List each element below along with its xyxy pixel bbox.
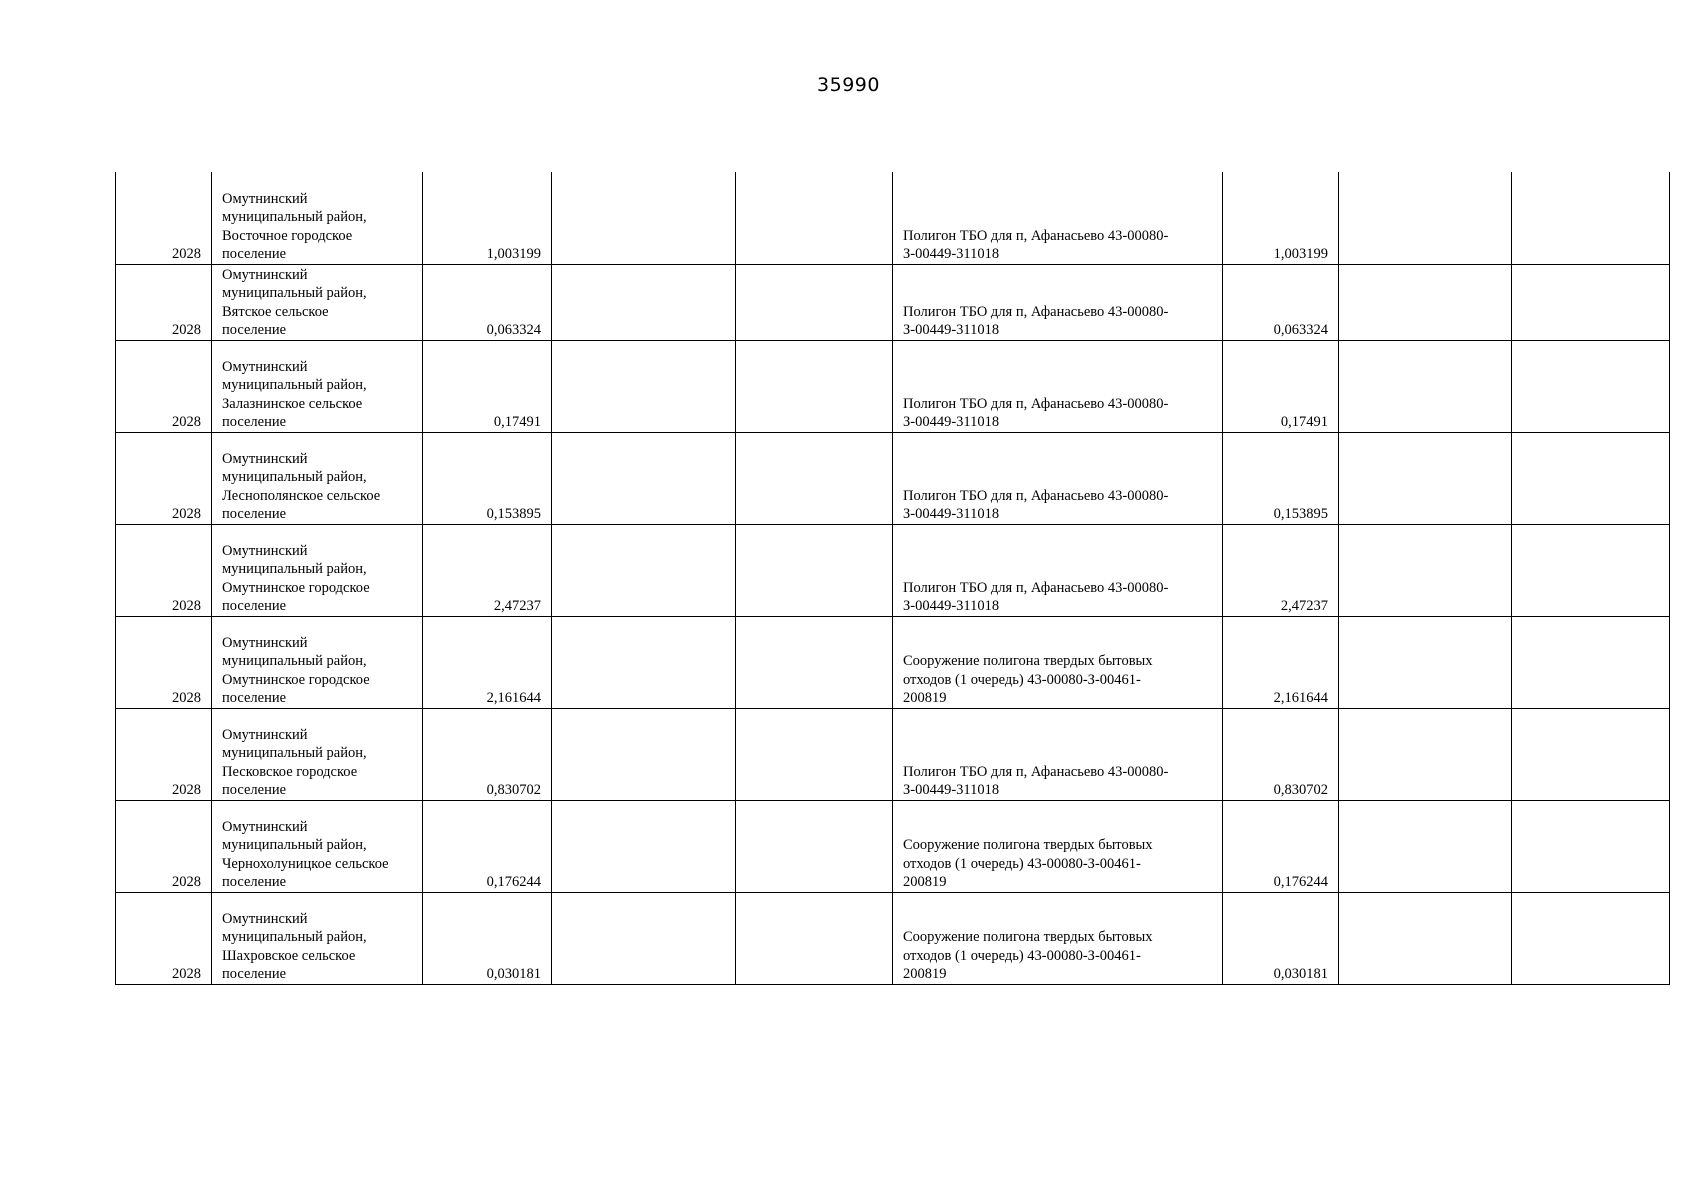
year-text: 2028 [172,414,201,430]
year-cell [116,340,212,432]
facility-cell [893,616,1223,708]
year-text: 2028 [172,690,201,706]
empty-cell-9 [1512,264,1670,340]
empty-cell-5 [736,432,893,524]
municipality-text: Омутнинский муниципальный район, Чернохолуницкое сельское поселение [222,818,389,890]
municipality-cell [212,616,423,708]
empty-cell-8 [1339,800,1512,892]
volume-text: 0,030181 [486,966,541,982]
facility-cell [893,432,1223,524]
volume-text: 0,830702 [486,782,541,798]
volume-text: 2,47237 [493,598,541,614]
year-cell [116,800,212,892]
empty-cell-5 [736,800,893,892]
table-body [116,172,1670,984]
facility-text: Полигон ТБО для п, Афанасьево 43-00080- З-00449-311018 [903,227,1169,262]
volume2-text: 2,161644 [1273,690,1328,706]
year-cell [116,524,212,616]
empty-cell-5 [736,340,893,432]
table-row [116,708,1670,800]
empty-cell-5 [736,172,893,264]
facility-cell [893,524,1223,616]
year-text: 2028 [172,966,201,982]
empty-cell-9 [1512,432,1670,524]
facility-cell [893,340,1223,432]
volume-cell [423,800,552,892]
empty-cell-8 [1339,264,1512,340]
facility-volume-cell [1223,172,1339,264]
empty-cell-4 [552,524,736,616]
volume-text: 2,161644 [486,690,541,706]
volume-cell [423,708,552,800]
empty-cell-9 [1512,524,1670,616]
empty-cell-5 [736,264,893,340]
year-text: 2028 [172,874,201,890]
year-cell [116,172,212,264]
municipality-cell [212,524,423,616]
facility-volume-cell [1223,616,1339,708]
facility-volume-cell [1223,432,1339,524]
table-row [116,524,1670,616]
volume-text: 1,003199 [486,246,541,262]
year-cell [116,616,212,708]
empty-cell-8 [1339,340,1512,432]
year-text: 2028 [172,598,201,614]
volume2-text: 0,153895 [1273,506,1328,522]
municipality-cell [212,708,423,800]
facility-volume-cell [1223,800,1339,892]
empty-cell-9 [1512,172,1670,264]
year-cell [116,892,212,984]
volume-cell [423,340,552,432]
empty-cell-4 [552,892,736,984]
empty-cell-5 [736,524,893,616]
municipality-cell [212,892,423,984]
empty-cell-4 [552,432,736,524]
volume2-text: 2,47237 [1280,598,1328,614]
facility-text: Полигон ТБО для п, Афанасьево 43-00080- З-00449-311018 [903,303,1169,338]
table-row [116,172,1670,264]
volume-cell [423,264,552,340]
municipality-cell [212,172,423,264]
year-text: 2028 [172,246,201,262]
municipality-text: Омутнинский муниципальный район, Восточное городское поселение [222,190,367,262]
table-row [116,616,1670,708]
facility-volume-cell [1223,524,1339,616]
facility-cell [893,172,1223,264]
volume2-text: 1,003199 [1273,246,1328,262]
empty-cell-4 [552,172,736,264]
facility-cell [893,892,1223,984]
volume-cell [423,172,552,264]
volume-text: 0,063324 [486,322,541,338]
empty-cell-8 [1339,892,1512,984]
volume-text: 0,176244 [486,874,541,890]
facility-text: Сооружение полигона твердых бытовых отходов (1 очередь) 43-00080-З-00461- 200819 [903,929,1153,982]
year-cell [116,432,212,524]
empty-cell-4 [552,264,736,340]
year-text: 2028 [172,322,201,338]
table-row [116,432,1670,524]
volume2-text: 0,176244 [1273,874,1328,890]
volume2-text: 0,030181 [1273,966,1328,982]
municipality-text: Омутнинский муниципальный район, Шахровское сельское поселение [222,910,367,982]
volume-text: 0,153895 [486,506,541,522]
municipality-text: Омутнинский муниципальный район, Вятское сельское поселение [222,266,367,338]
municipality-cell [212,340,423,432]
year-cell [116,264,212,340]
page-number: 35990 [817,74,880,96]
volume-cell [423,432,552,524]
facility-text: Сооружение полигона твердых бытовых отходов (1 очередь) 43-00080-З-00461- 200819 [903,837,1153,890]
municipality-cell [212,432,423,524]
municipality-cell [212,264,423,340]
volume-cell [423,524,552,616]
facility-cell [893,708,1223,800]
volume2-text: 0,17491 [1280,414,1328,430]
empty-cell-4 [552,340,736,432]
volume-text: 0,17491 [493,414,541,430]
volume2-text: 0,063324 [1273,322,1328,338]
municipality-text: Омутнинский муниципальный район, Песковское городское поселение [222,726,367,798]
municipality-cell [212,800,423,892]
volume-cell [423,892,552,984]
empty-cell-9 [1512,800,1670,892]
data-table [115,172,1670,985]
empty-cell-9 [1512,892,1670,984]
empty-cell-5 [736,616,893,708]
volume2-text: 0,830702 [1273,782,1328,798]
facility-text: Сооружение полигона твердых бытовых отходов (1 очередь) 43-00080-З-00461- 200819 [903,653,1153,706]
year-text: 2028 [172,782,201,798]
municipality-text: Омутнинский муниципальный район, Омутнинское городское поселение [222,634,370,706]
facility-volume-cell [1223,340,1339,432]
facility-text: Полигон ТБО для п, Афанасьево 43-00080- З-00449-311018 [903,763,1169,798]
empty-cell-9 [1512,616,1670,708]
facility-text: Полигон ТБО для п, Афанасьево 43-00080- З-00449-311018 [903,487,1169,522]
facility-text: Полигон ТБО для п, Афанасьево 43-00080- З-00449-311018 [903,395,1169,430]
table-row [116,800,1670,892]
facility-text: Полигон ТБО для п, Афанасьево 43-00080- З-00449-311018 [903,579,1169,614]
empty-cell-9 [1512,708,1670,800]
facility-volume-cell [1223,708,1339,800]
empty-cell-8 [1339,172,1512,264]
municipality-text: Омутнинский муниципальный район, Омутнинское городское поселение [222,542,370,614]
facility-cell [893,264,1223,340]
empty-cell-9 [1512,340,1670,432]
table-row [116,892,1670,984]
municipality-text: Омутнинский муниципальный район, Леснополянское сельское поселение [222,450,381,522]
empty-cell-4 [552,708,736,800]
empty-cell-8 [1339,524,1512,616]
facility-volume-cell [1223,264,1339,340]
municipality-text: Омутнинский муниципальный район, Залазнинское сельское поселение [222,358,367,430]
empty-cell-4 [552,800,736,892]
facility-cell [893,800,1223,892]
empty-cell-8 [1339,708,1512,800]
empty-cell-5 [736,892,893,984]
empty-cell-5 [736,708,893,800]
table-row [116,264,1670,340]
year-cell [116,708,212,800]
empty-cell-8 [1339,616,1512,708]
empty-cell-4 [552,616,736,708]
table-row [116,340,1670,432]
year-text: 2028 [172,506,201,522]
empty-cell-8 [1339,432,1512,524]
volume-cell [423,616,552,708]
facility-volume-cell [1223,892,1339,984]
